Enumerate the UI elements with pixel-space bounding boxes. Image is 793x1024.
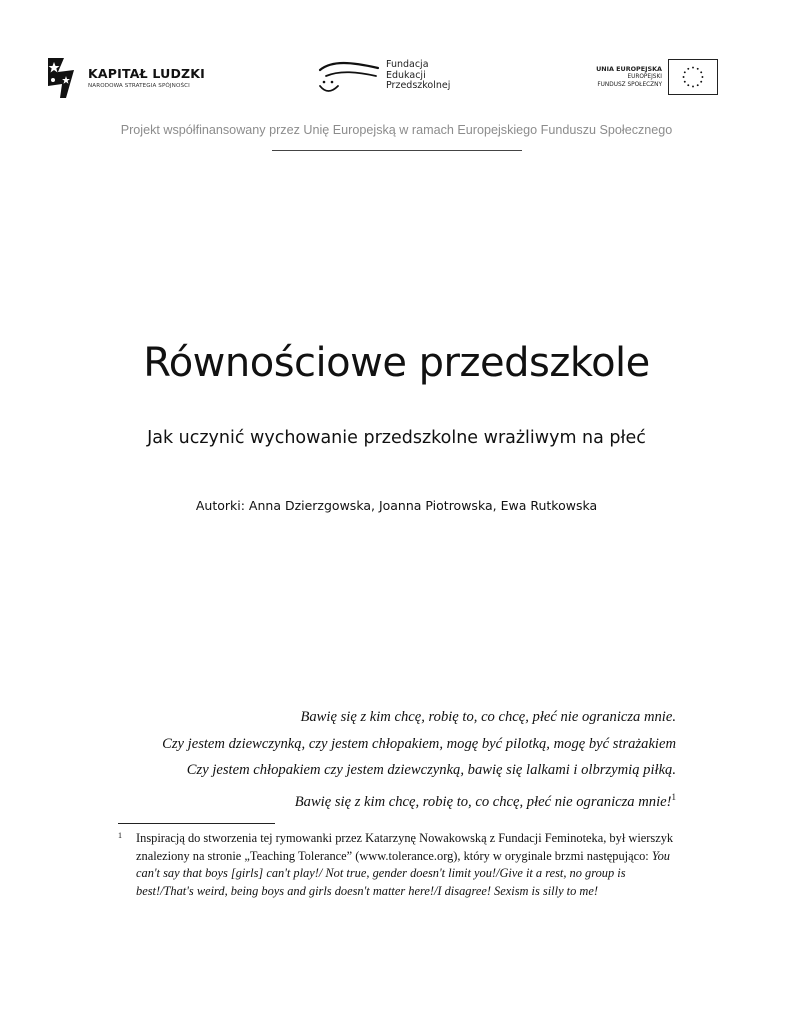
footnote [118,830,678,900]
footnote-divider [118,823,275,824]
kapital-ludzki-emblem-icon [44,56,78,100]
document-subtitle: Jak uczynić wychowanie przedszkolne wrażliwym na płeć [147,428,646,448]
fundacja-name [386,60,450,92]
poem-line-3: Czy jestem chłopakiem czy jestem dziewczynką, bawię się lalkami i olbrzymią piłką. [186,762,676,778]
kapital-ludzki-title: KAPITAŁ LUDZKI [88,66,206,81]
fundacja-line-3: Przedszkolnej [386,80,451,91]
footnote-text: Inspiracją do stworzenia tej rymowanki przez Katarzynę Nowakowską z Fundacji Feminoteka, był wierszyk znaleziony na stronie „Teaching Tolerance” (www.tolerance.org), który w oryginale brzmi następująco: [136,831,674,863]
eu-line-1: UNIA EUROPEJSKA [596,65,662,73]
footnote-reference[interactable]: 1 [671,791,676,802]
poem-line-1: Bawię się z kim chcę, robię to, co chcę, płeć nie ogranicza mnie. [300,709,676,725]
eu-text [596,65,662,89]
fundacja-swoosh-icon [312,58,386,98]
poem-line-4: Bawię się z kim chcę, robię to, co chcę, płeć nie ogranicza mnie! [294,793,672,810]
eu-line-2: EUROPEJSKI [627,74,662,80]
document-authors: Autorki: Anna Dzierzgowska, Joanna Piotrowska, Ewa Rutkowska [195,498,598,513]
poem-line-2: Czy jestem dziewczynką, czy jestem chłopakiem, mogę być pilotką, mogę być strażakiem [162,735,676,752]
kapital-ludzki-subtitle: NARODOWA STRATEGIA SPÓJNOŚCI [88,83,190,89]
cofinancing-note: Projekt współfinansowany przez Unię Europejską w ramach Europejskiego Funduszu Społecznego [120,123,673,137]
fundacja-logo [312,56,482,102]
footnote-body [136,830,678,900]
eu-flag-icon [668,59,718,95]
document-title: Równościowe przedszkole [143,340,650,386]
fundacja-line-1: Fundacja [386,59,429,70]
header-divider [272,150,522,151]
footnote-quote: You can't say that boys [girls] can't play!/ Not true, gender doesn't limit you!/Give it a rest, no group is best!/That's weird, being boys and girls doesn't matter here!/I disagree! Sexism is silly to me! [136,848,670,898]
eu-logo [592,59,718,97]
poem-line-4-wrapper [162,784,676,816]
poem [162,704,676,815]
kapital-ludzki-logo [44,56,214,102]
eu-line-3: FUNDUSZ SPOŁECZNY [597,82,662,88]
fundacja-line-2: Edukacji [386,69,426,81]
footnote-number: 1 [118,831,122,840]
